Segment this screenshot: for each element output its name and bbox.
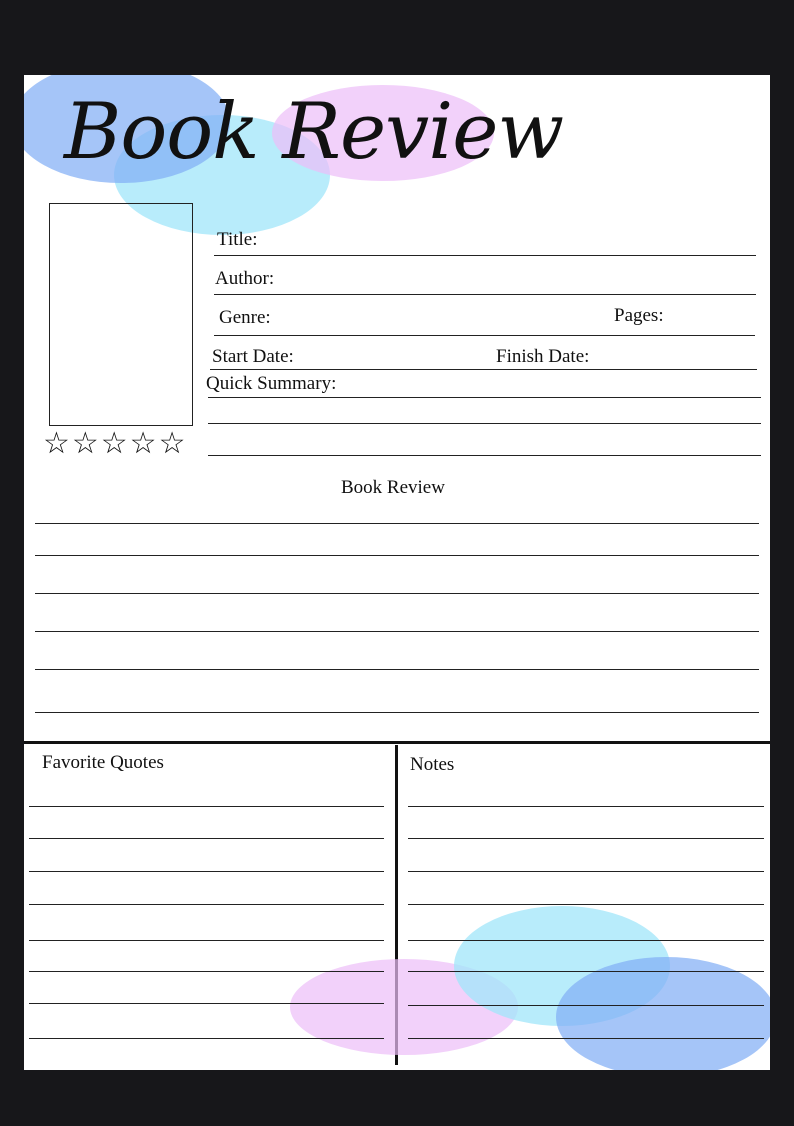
quote-line[interactable] — [29, 838, 384, 839]
quote-line[interactable] — [29, 1003, 384, 1004]
note-line[interactable] — [408, 871, 764, 872]
page-title: Book Review — [64, 87, 564, 177]
summary-line[interactable] — [208, 423, 761, 424]
blue-blob-decoration — [556, 957, 770, 1070]
book-review-page — [24, 75, 770, 1070]
quick-summary-label: Quick Summary: — [206, 373, 337, 394]
quote-line[interactable] — [29, 1038, 384, 1039]
quote-line[interactable] — [29, 904, 384, 905]
genre-line[interactable] — [214, 335, 755, 336]
start-date-label: Start Date: — [212, 346, 294, 367]
quote-line[interactable] — [29, 940, 384, 941]
note-line[interactable] — [408, 940, 764, 941]
quotes-heading: Favorite Quotes — [42, 752, 164, 773]
review-line[interactable] — [35, 555, 759, 556]
book-cover-box[interactable] — [49, 203, 193, 426]
quote-line[interactable] — [29, 806, 384, 807]
note-line[interactable] — [408, 838, 764, 839]
pages-label: Pages: — [614, 305, 664, 326]
summary-line[interactable] — [208, 455, 761, 456]
section-divider — [24, 741, 770, 744]
summary-line[interactable] — [208, 397, 761, 398]
author-label: Author: — [215, 268, 275, 289]
review-line[interactable] — [35, 712, 759, 713]
star-rating[interactable]: ☆☆☆☆☆ — [43, 426, 188, 461]
review-line[interactable] — [35, 631, 759, 632]
note-line[interactable] — [408, 1038, 764, 1039]
title-label: Title: — [217, 229, 258, 250]
author-line[interactable] — [214, 294, 756, 295]
finish-date-label: Finish Date: — [496, 346, 590, 367]
note-line[interactable] — [408, 1005, 764, 1006]
quote-line[interactable] — [29, 971, 384, 972]
review-heading: Book Review — [341, 477, 445, 498]
review-line[interactable] — [35, 593, 759, 594]
notes-heading: Notes — [410, 754, 455, 775]
note-line[interactable] — [408, 806, 764, 807]
note-line[interactable] — [408, 971, 764, 972]
note-line[interactable] — [408, 904, 764, 905]
date-line[interactable] — [210, 369, 757, 370]
review-line[interactable] — [35, 669, 759, 670]
quote-line[interactable] — [29, 871, 384, 872]
genre-label: Genre: — [219, 307, 271, 328]
title-line[interactable] — [214, 255, 756, 256]
review-line[interactable] — [35, 523, 759, 524]
